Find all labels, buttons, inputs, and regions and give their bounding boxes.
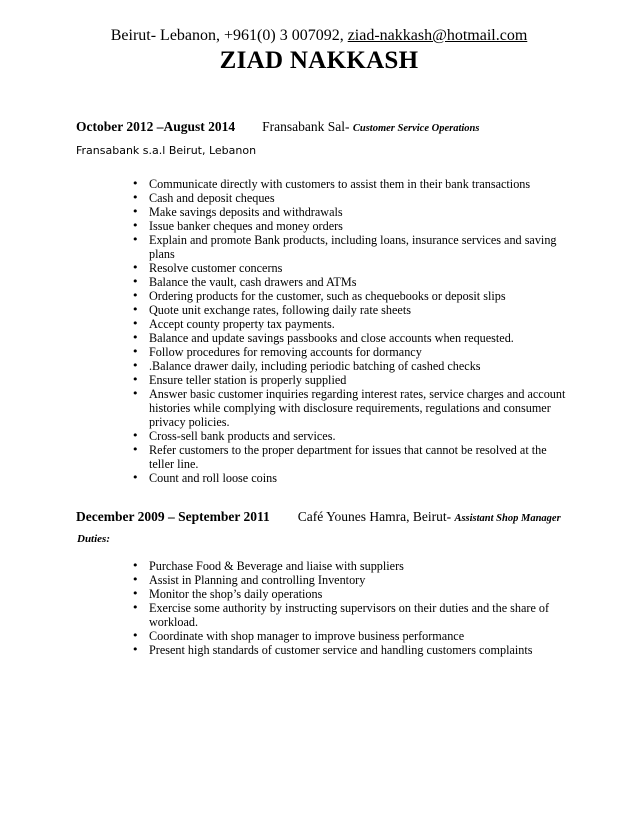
contact-line bbox=[0, 26, 638, 46]
list-item: • Balance the vault, cash drawers and ATMs bbox=[132, 275, 572, 289]
job-header-2 bbox=[76, 508, 561, 528]
list-item: • Quote unit exchange rates, following daily rate sheets bbox=[132, 303, 572, 317]
list-item: • Issue banker cheques and money orders bbox=[132, 219, 572, 233]
job-dates: October 2012 –August 2014 bbox=[76, 119, 236, 134]
list-item: • Make savings deposits and withdrawals bbox=[132, 205, 572, 219]
list-item: • Refer customers to the proper department for issues that cannot be resolved at the teller line. bbox=[132, 443, 572, 471]
list-item: • Exercise some authority by instructing supervisors on their duties and the share of workload. bbox=[132, 601, 572, 629]
job-dates: December 2009 – September 2011 bbox=[76, 509, 270, 524]
list-item: • Communicate directly with customers to assist them in their bank transactions bbox=[132, 177, 572, 191]
contact-info: Beirut- Lebanon, +961(0) 3 007092, bbox=[110, 27, 348, 44]
list-item: • Cash and deposit cheques bbox=[132, 191, 572, 205]
job-employer: Café Younes Hamra, Beirut- bbox=[297, 509, 455, 524]
list-item: • Explain and promote Bank products, including loans, insurance services and saving plans bbox=[132, 233, 572, 261]
list-item: • Assist in Planning and controlling Inventory bbox=[132, 573, 572, 587]
list-item: • Resolve customer concerns bbox=[132, 261, 572, 275]
job-role: Customer Service Operations bbox=[352, 123, 480, 134]
job-duties-list bbox=[132, 559, 572, 657]
list-item: • Accept county property tax payments. bbox=[132, 317, 572, 331]
list-item: • Ensure teller station is properly supplied bbox=[132, 373, 572, 387]
job-header-1 bbox=[76, 118, 479, 138]
email-link[interactable]: ziad-nakkash@hotmail.com bbox=[347, 27, 528, 44]
list-item: • .Balance drawer daily, including periodic batching of cashed checks bbox=[132, 359, 572, 373]
list-item: • Purchase Food & Beverage and liaise with suppliers bbox=[132, 559, 572, 573]
list-item: • Follow procedures for removing accounts for dormancy bbox=[132, 345, 572, 359]
duties-label: Duties: bbox=[77, 533, 110, 545]
list-item: • Balance and update savings passbooks and close accounts when requested. bbox=[132, 331, 572, 345]
list-item: • Coordinate with shop manager to improve business performance bbox=[132, 629, 572, 643]
list-item: • Count and roll loose coins bbox=[132, 471, 572, 485]
list-item: • Monitor the shop’s daily operations bbox=[132, 587, 572, 601]
list-item: • Present high standards of customer service and handling customers complaints bbox=[132, 643, 572, 657]
job-role: Assistant Shop Manager bbox=[454, 513, 561, 524]
list-item: • Ordering products for the customer, such as chequebooks or deposit slips bbox=[132, 289, 572, 303]
job-employer: Fransabank Sal- bbox=[262, 119, 353, 134]
list-item: • Answer basic customer inquiries regarding interest rates, service charges and account histories while complying with disclosure requirements, regulations and consumer privacy policies. bbox=[132, 387, 572, 429]
list-item: • Cross-sell bank products and services. bbox=[132, 429, 572, 443]
candidate-name: ZIAD NAKKASH bbox=[219, 47, 419, 74]
job-duties-list bbox=[132, 177, 572, 485]
job-location: Fransabank s.a.l Beirut, Lebanon bbox=[76, 144, 257, 157]
